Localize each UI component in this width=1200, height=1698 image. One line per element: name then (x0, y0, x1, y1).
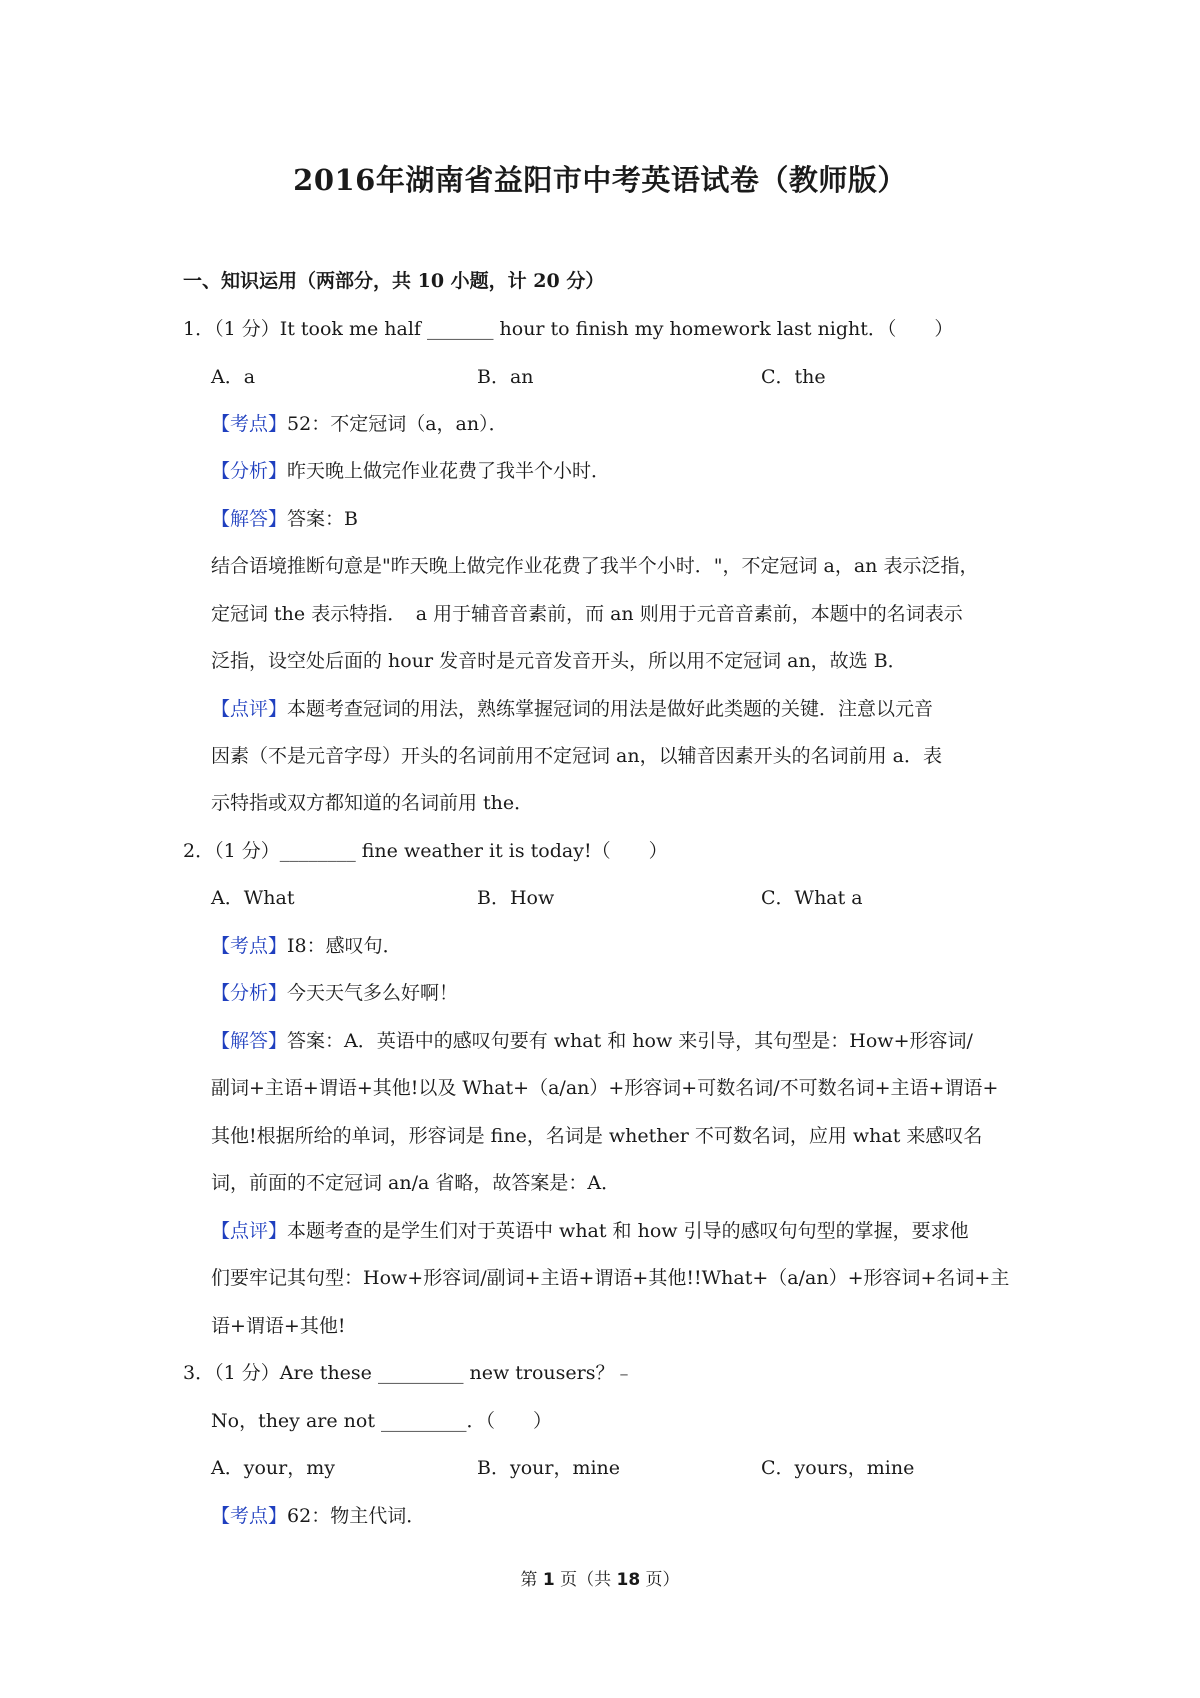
question-1-explain-line: 泛指，设空处后面的 hour 发音时是元音发音开头，所以用不定冠词 an，故选 B． (211, 650, 907, 672)
kaodian-text: I8：感叹句． (287, 935, 402, 957)
question-1-option-c: C．the (761, 366, 826, 388)
footer-middle: 页（共 (554, 1570, 617, 1590)
footer-suffix: 页） (640, 1570, 680, 1590)
question-2-dianping-line: 语+谓语+其他! (211, 1315, 346, 1337)
question-2-option-a: A．What (211, 887, 295, 909)
page-title: 2016年湖南省益阳市中考英语试卷（教师版） (293, 163, 907, 197)
jieda-text: 答案：B (287, 508, 358, 530)
footer-prefix: 第 (520, 1570, 543, 1590)
dianping-text: 本题考查的是学生们对于英语中 what 和 how 引导的感叹句句型的掌握，要求他 (287, 1220, 969, 1242)
footer-page-number: 1 (542, 1570, 555, 1590)
kaodian-tag: 【考点】 (211, 1505, 288, 1527)
fenxi-tag: 【分析】 (211, 982, 288, 1004)
footer-total-pages: 18 (616, 1570, 641, 1590)
question-1-stem: 1．（1 分）It took me half _______ hour to finish my homework last night．（ ） (183, 318, 954, 340)
question-1-dianping (211, 696, 933, 722)
question-2-option-b: B．How (477, 887, 555, 909)
question-1-fenxi (211, 458, 610, 484)
jieda-text: 答案：A．英语中的感叹句要有 what 和 how 来引导，其句型是：How+形容词/ (287, 1030, 973, 1052)
question-2-dianping-line: 们要牢记其句型：How+形容词/副词+主语+谓语+其他!!What+（a/an）+形容词+名词+主 (211, 1267, 1010, 1289)
question-3-option-b: B．your，mine (477, 1457, 621, 1479)
section-heading: 一、知识运用（两部分，共 10 小题，计 20 分） (183, 270, 605, 292)
question-3-option-a: A．your，my (211, 1457, 335, 1479)
question-2-option-c: C．What a (761, 887, 863, 909)
kaodian-tag: 【考点】 (211, 935, 288, 957)
question-1-option-b: B．an (477, 366, 534, 388)
page-footer (0, 1565, 1200, 1590)
fenxi-text: 今天天气多么好啊！ (287, 982, 459, 1004)
question-1-explain-line: 结合语境推断句意是"昨天晚上做完作业花费了我半个小时．"，不定冠词 a，an 表示泛指， (211, 555, 979, 577)
question-1-kaodian (211, 411, 508, 437)
question-3-kaodian (211, 1503, 425, 1529)
jieda-tag: 【解答】 (211, 1030, 288, 1052)
fenxi-text: 昨天晚上做完作业花费了我半个小时． (287, 460, 611, 482)
question-2-jieda (211, 1028, 973, 1054)
question-1-dianping-line: 示特指或双方都知道的名词前用 the． (211, 792, 534, 814)
dianping-text: 本题考查冠词的用法，熟练掌握冠词的用法是做好此类题的关键．注意以元音 (287, 698, 934, 720)
question-1-explain-line: 定冠词 the 表示特指． a 用于辅音音素前，而 an 则用于元音音素前，本题中的名词表示 (211, 603, 963, 625)
question-2-kaodian (211, 933, 402, 959)
question-1-jieda (211, 506, 358, 532)
kaodian-text: 52：不定冠词（a，an）． (287, 413, 508, 435)
question-2-fenxi (211, 980, 458, 1006)
question-2-jieda-line: 词，前面的不定冠词 an/a 省略，故答案是：A． (211, 1172, 621, 1194)
fenxi-tag: 【分析】 (211, 460, 288, 482)
question-2-stem: 2．（1 分）________ fine weather it is today!（ ） (183, 840, 668, 862)
dianping-tag: 【点评】 (211, 698, 288, 720)
kaodian-tag: 【考点】 (211, 413, 288, 435)
question-2-dianping (211, 1218, 969, 1244)
kaodian-text: 62：物主代词． (287, 1505, 426, 1527)
jieda-tag: 【解答】 (211, 508, 288, 530)
question-3-option-c: C．yours，mine (761, 1457, 915, 1479)
dianping-tag: 【点评】 (211, 1220, 288, 1242)
question-3-stem: 3．（1 分）Are these _________ new trousers？﹣ (183, 1362, 634, 1384)
question-1-option-a: A．a (211, 366, 256, 388)
question-1-dianping-line: 因素（不是元音字母）开头的名词前用不定冠词 an，以辅音因素开头的名词前用 a．表 (211, 745, 942, 767)
question-2-jieda-line: 其他!根据所给的单词，形容词是 fine，名词是 whether 不可数名词，应用 what 来感叹名 (211, 1125, 983, 1147)
question-3-stem-continued: No，they are not _________．（ ） (211, 1410, 552, 1432)
question-2-jieda-line: 副词+主语+谓语+其他!以及 What+（a/an）+形容词+可数名词/不可数名词+主语+谓语+ (211, 1077, 999, 1099)
